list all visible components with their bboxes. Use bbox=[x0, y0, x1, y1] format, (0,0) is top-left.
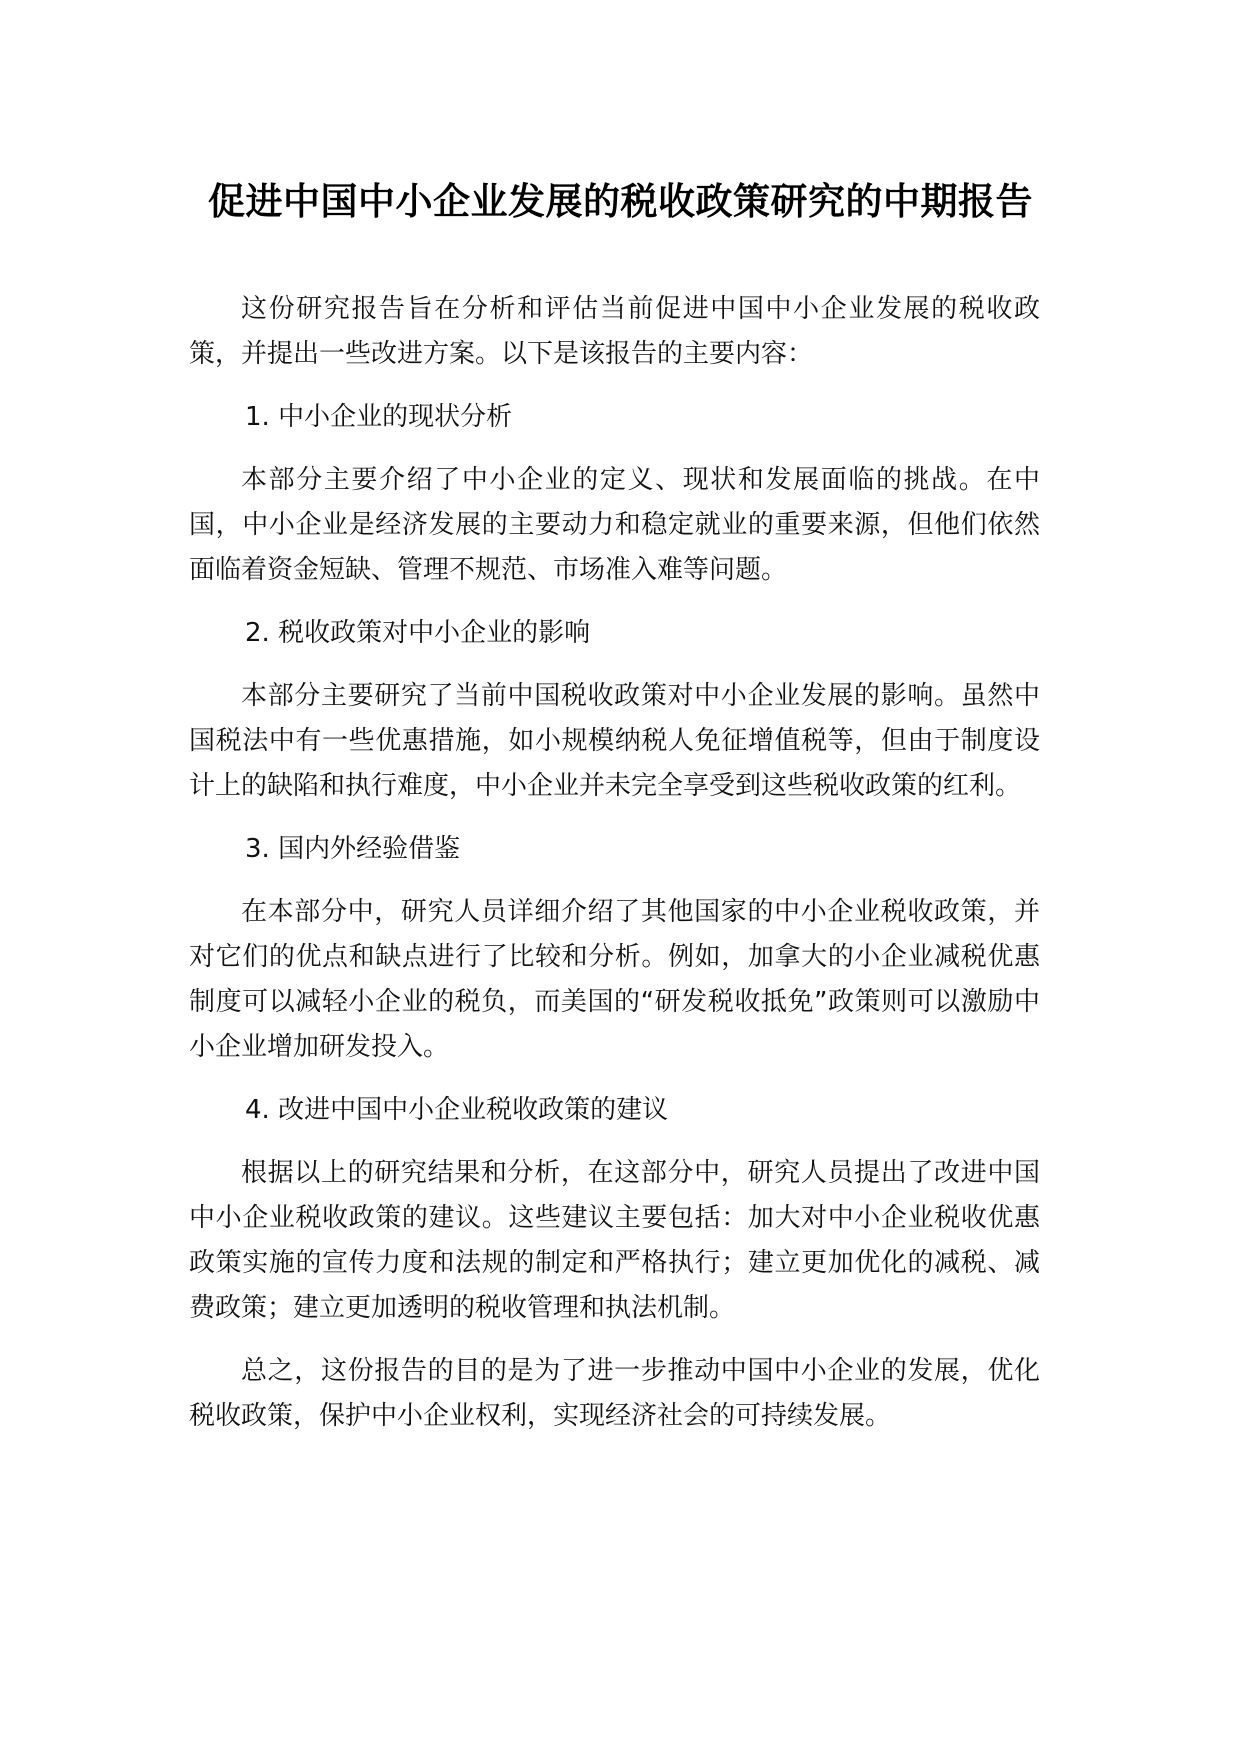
section-heading-4: 4. 改进中国中小企业税收政策的建议 bbox=[245, 1095, 669, 1125]
section-body-1: 本部分主要介绍了中小企业的定义、现状和发展面临的挑战。在中国，中小企业是经济发展的主要动力和稳定就业的重要来源，但他们依然面临着资金短缺、管理不规范、市场准入难等问题。 bbox=[189, 465, 1040, 585]
section-body-4: 根据以上的研究结果和分析，在这部分中，研究人员提出了改进中国中小企业税收政策的建议。这些建议主要包括：加大对中小企业税收优惠政策实施的宣传力度和法规的制定和严格执行；建立更加优化的减税、减费政策；建立更加透明的税收管理和执法机制。 bbox=[189, 1158, 1040, 1323]
section-heading-1: 1. 中小企业的现状分析 bbox=[245, 402, 513, 432]
document-title: 促进中国中小企业发展的税收政策研究的中期报告 bbox=[208, 180, 1033, 223]
section-heading-3: 3. 国内外经验借鉴 bbox=[245, 834, 461, 864]
conclusion-paragraph: 总之，这份报告的目的是为了进一步推动中国中小企业的发展，优化税收政策，保护中小企业权利，实现经济社会的可持续发展。 bbox=[189, 1356, 1040, 1431]
section-body-3: 在本部分中，研究人员详细介绍了其他国家的中小企业税收政策，并对它们的优点和缺点进行了比较和分析。例如，加拿大的小企业减税优惠制度可以减轻小企业的税负，而美国的“研发税收抵免”政策则可以激励中小企业增加研发投入。 bbox=[189, 897, 1040, 1062]
intro-paragraph: 这份研究报告旨在分析和评估当前促进中国中小企业发展的税收政策，并提出一些改进方案。以下是该报告的主要内容： bbox=[189, 294, 1040, 369]
section-body-2: 本部分主要研究了当前中国税收政策对中小企业发展的影响。虽然中国税法中有一些优惠措施，如小规模纳税人免征增值税等，但由于制度设计上的缺陷和执行难度，中小企业并未完全享受到这些税收政策的红利。 bbox=[189, 681, 1040, 801]
document-body bbox=[189, 287, 1040, 1439]
section-heading-2: 2. 税收政策对中小企业的影响 bbox=[245, 618, 591, 648]
